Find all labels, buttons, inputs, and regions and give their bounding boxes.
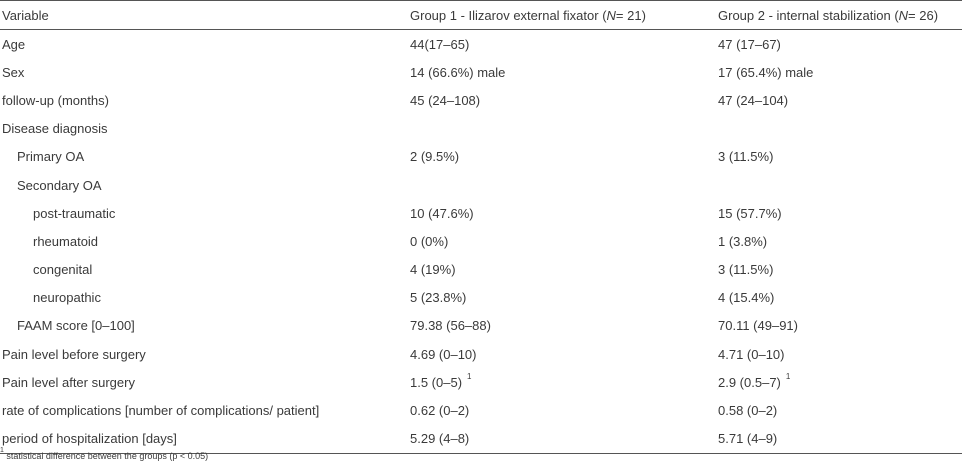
header-group1-n-value: = 21) — [615, 7, 646, 23]
footnote-text: statistical difference between the groups (p < 0.05) — [3, 451, 209, 461]
row-label: FAAM score [0–100] — [17, 318, 135, 334]
group2-value: 47 (17–67) — [718, 36, 781, 52]
group1-value: 44(17–65) — [410, 36, 470, 52]
group1-value: 5.29 (4–8) — [410, 431, 470, 447]
row-label: rate of complications [number of complications/ patient] — [2, 403, 320, 419]
group1-value: 79.38 (56–88) — [410, 318, 491, 334]
table-row — [0, 30, 962, 58]
header-group1 — [410, 1, 646, 29]
header-group2-n-symbol: N — [898, 7, 909, 23]
row-label: Primary OA — [17, 149, 85, 165]
group2-value: 4 (15.4%) — [718, 290, 775, 306]
row-label: period of hospitalization [days] — [2, 431, 177, 447]
table-row — [0, 368, 962, 396]
group1-value: 10 (47.6%) — [410, 205, 474, 221]
group1-value: 4 (19%) — [410, 262, 456, 278]
group2-value: 3 (11.5%) — [718, 262, 774, 278]
row-label: rheumatoid — [33, 233, 99, 249]
table-row — [0, 256, 962, 284]
table-row — [0, 312, 962, 340]
group1-value-cell — [410, 368, 472, 396]
row-label: post-traumatic — [33, 205, 116, 221]
group2-value-cell — [718, 368, 790, 396]
footnote-marker: 1 — [785, 371, 791, 381]
group2-value: 5.71 (4–9) — [718, 431, 778, 447]
table-row — [0, 396, 962, 424]
header-group1-n-symbol: N — [606, 7, 616, 23]
group2-value: 70.11 (49–91) — [718, 318, 798, 334]
table-row — [0, 143, 962, 171]
header-variable: Variable — [2, 7, 49, 23]
group1-value: 14 (66.6%) male — [410, 64, 506, 80]
table-row — [0, 115, 962, 143]
header-group2-prefix: Group 2 - internal stabilization ( — [718, 7, 899, 23]
row-label: congenital — [33, 262, 93, 278]
table-row — [0, 284, 962, 312]
row-label: Secondary OA — [17, 177, 102, 193]
table-row — [0, 340, 962, 368]
row-label: neuropathic — [33, 290, 101, 306]
group2-value: 3 (11.5%) — [718, 149, 774, 165]
table-header-row — [0, 1, 962, 30]
table-row — [0, 171, 962, 199]
group2-value: 2.9 (0.5–7) — [718, 374, 781, 390]
header-group2 — [718, 1, 938, 29]
table-row — [0, 199, 962, 227]
group1-value: 0.62 (0–2) — [410, 403, 470, 419]
footnote-marker: 1 — [467, 371, 472, 381]
group2-value: 15 (57.7%) — [718, 205, 782, 221]
header-group2-n-value: = 26) — [908, 7, 939, 23]
row-label: Age — [2, 36, 26, 52]
table-row — [0, 227, 962, 255]
footnote-marker: 1 — [0, 447, 4, 454]
group2-value: 0.58 (0–2) — [718, 403, 778, 419]
row-label: follow-up (months) — [2, 92, 109, 108]
group1-value: 0 (0%) — [410, 233, 449, 249]
row-label: Pain level before surgery — [2, 346, 146, 362]
table-row — [0, 86, 962, 114]
group1-value: 45 (24–108) — [410, 92, 481, 108]
group2-value: 17 (65.4%) male — [718, 64, 814, 80]
group1-value: 2 (9.5%) — [410, 149, 460, 165]
row-label: Disease diagnosis — [2, 121, 108, 137]
group1-value: 1.5 (0–5) — [410, 374, 463, 390]
group2-value: 1 (3.8%) — [718, 233, 768, 249]
group2-value: 4.71 (0–10) — [718, 346, 785, 362]
row-label: Sex — [2, 64, 25, 80]
header-group1-prefix: Group 1 - Ilizarov external fixator ( — [410, 7, 607, 23]
group2-value: 47 (24–104) — [718, 92, 789, 108]
table-row — [0, 58, 962, 86]
row-label: Pain level after surgery — [2, 374, 135, 390]
table-footnote — [0, 449, 208, 461]
group1-value: 4.69 (0–10) — [410, 346, 477, 362]
group1-value: 5 (23.8%) — [410, 290, 467, 306]
